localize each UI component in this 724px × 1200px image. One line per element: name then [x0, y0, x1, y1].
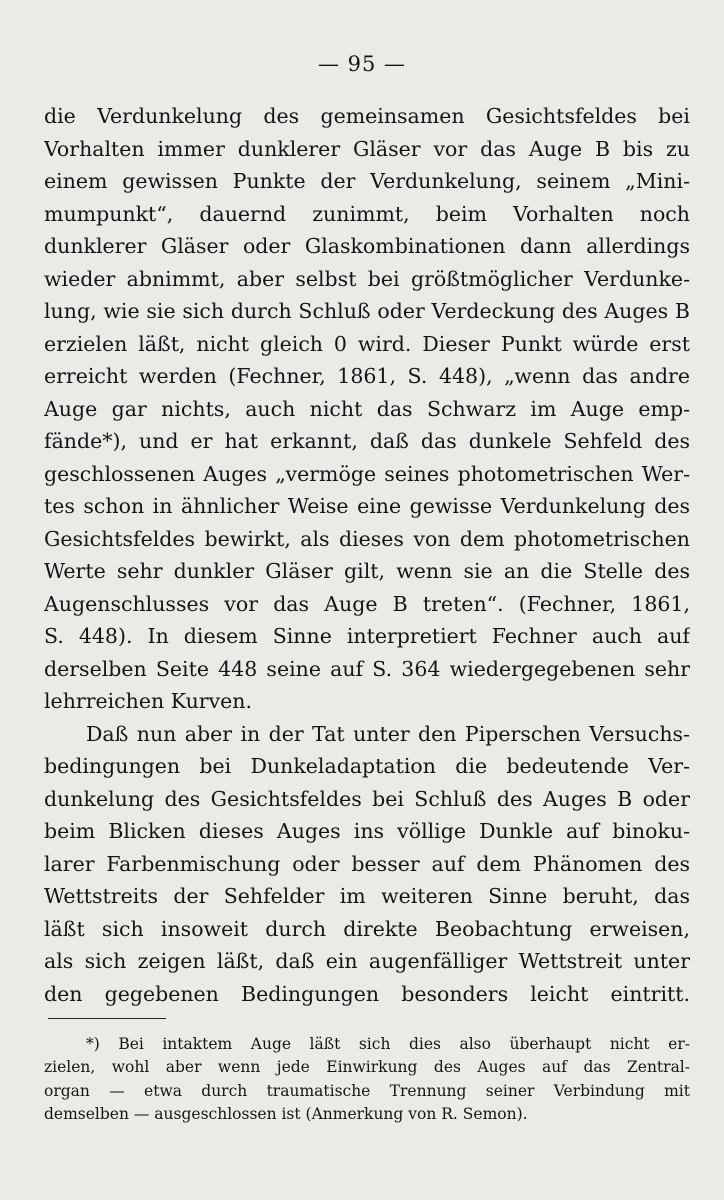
text-line: den gegebenen Bedingungen besonders leicht eintritt.	[44, 981, 690, 1006]
text-line: erzielen läßt, nicht gleich 0 wird. Dieser Punkt würde erst	[44, 331, 690, 356]
text-line: lung, wie sie sich durch Schluß oder Verdeckung des Auges B	[44, 299, 690, 323]
footnote-line: demselben — ausgeschlossen ist (Anmerkung von R. Semon).	[44, 1104, 528, 1123]
footnote-divider	[48, 1018, 166, 1019]
footnote	[44, 1033, 690, 1126]
text-line: larer Farbenmischung oder besser auf dem Phänomen des	[44, 851, 690, 876]
text-line: mumpunkt“, dauernd zunimmt, beim Vorhalten noch	[44, 201, 690, 226]
footnote-line: zielen, wohl aber wenn jede Einwirkung des Auges auf das Zentral-	[44, 1058, 690, 1077]
text-line: dunkelung des Gesichtsfeldes bei Schluß des Auges B oder	[44, 786, 690, 811]
text-line: tes schon in ähnlicher Weise eine gewisse Verdunkelung des	[44, 494, 690, 518]
text-line: läßt sich insoweit durch direkte Beobachtung erweisen,	[44, 916, 690, 941]
text-line: einem gewissen Punkte der Verdunkelung, seinem „Mini-	[44, 169, 690, 193]
text-line: Daß nun aber in der Tat unter den Piperschen Versuchs-	[86, 721, 690, 746]
text-line: Gesichtsfeldes bewirkt, als dieses von dem photometrischen	[44, 526, 690, 551]
text-line: erreicht werden (Fechner, 1861, S. 448), „wenn das andre	[44, 364, 690, 388]
footnote-line: *) Bei intaktem Auge läßt sich dies also überhaupt nicht er-	[86, 1035, 690, 1053]
text-line: lehrreichen Kurven.	[44, 689, 253, 713]
text-line: fände*), und er hat erkannt, daß das dunkele Sehfeld des	[44, 429, 690, 453]
footnote-line: organ — etwa durch traumatische Trennung seiner Verbindung mit	[44, 1081, 690, 1100]
text-line: wieder abnimmt, aber selbst bei größtmöglicher Verdunke-	[44, 266, 690, 291]
text-line: bedingungen bei Dunkeladaptation die bedeutende Ver-	[44, 754, 690, 778]
text-line: Wettstreits der Sehfelder im weiteren Sinne beruht, das	[44, 884, 690, 908]
text-line: Auge gar nichts, auch nicht das Schwarz im Auge emp-	[44, 396, 690, 421]
text-line: Augenschlusses vor das Auge B treten“. (Fechner, 1861,	[44, 591, 690, 616]
paragraph-2	[44, 718, 690, 1011]
text-line: die Verdunkelung des gemeinsamen Gesichtsfeldes bei	[44, 104, 690, 128]
text-line: als sich zeigen läßt, daß ein augenfälliger Wettstreit unter	[44, 949, 690, 973]
text-line: beim Blicken dieses Auges ins völlige Dunkle auf binoku-	[44, 819, 690, 843]
text-line: Vorhalten immer dunklerer Gläser vor das Auge B bis zu	[44, 136, 690, 161]
text-line: dunklerer Gläser oder Glaskombinationen dann allerdings	[44, 234, 690, 258]
text-line: S. 448). In diesem Sinne interpretiert Fechner auch auf	[44, 624, 690, 648]
body-text	[44, 100, 690, 1010]
text-line: geschlossenen Auges „vermöge seines photometrischen Wer-	[44, 461, 690, 486]
text-line: derselben Seite 448 seine auf S. 364 wiedergegebenen sehr	[44, 656, 690, 681]
text-line: Werte sehr dunkler Gläser gilt, wenn sie an die Stelle des	[44, 559, 690, 583]
page-number: — 95 —	[317, 52, 407, 76]
paragraph-1	[44, 100, 690, 718]
